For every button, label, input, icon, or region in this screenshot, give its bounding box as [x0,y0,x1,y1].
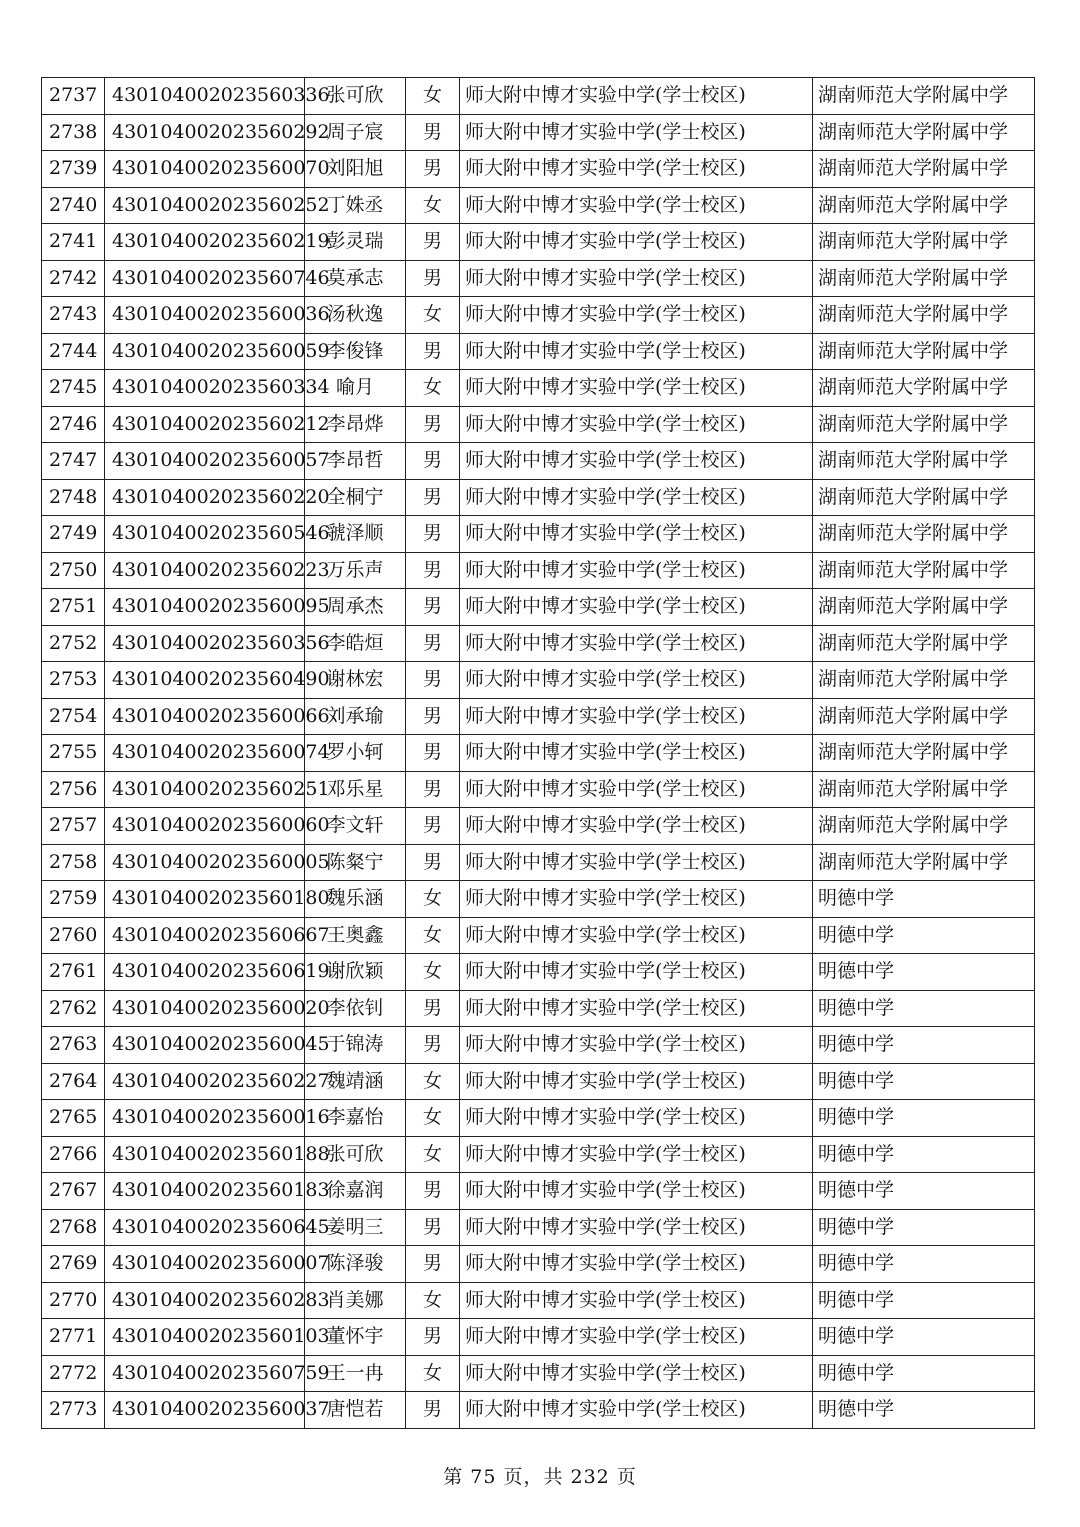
student-name-cell: 陈泽骏 [305,1246,406,1283]
student-name-cell: 王奥鑫 [305,917,406,954]
student-id-cell: 430104002023560252 [105,187,305,224]
table-row [42,114,1035,151]
table-row [42,1136,1035,1173]
admitted-school-cell: 湖南师范大学附属中学 [813,406,1035,443]
row-number-cell: 2743 [42,297,105,334]
student-name-cell: 周承杰 [305,589,406,626]
row-number-cell: 2746 [42,406,105,443]
student-name-cell: 全桐宁 [305,479,406,516]
student-name-cell: 谢欣颖 [305,954,406,991]
gender-cell: 男 [406,516,460,553]
admitted-school-cell: 湖南师范大学附属中学 [813,625,1035,662]
student-id-cell: 430104002023560490 [105,662,305,699]
origin-school-cell: 师大附中博才实验中学(学士校区) [460,151,813,188]
origin-school-cell: 师大附中博才实验中学(学士校区) [460,443,813,480]
student-name-cell: 魏靖涵 [305,1063,406,1100]
student-id-cell: 430104002023560183 [105,1173,305,1210]
table-row [42,297,1035,334]
admitted-school-cell: 湖南师范大学附属中学 [813,333,1035,370]
student-name-cell: 李皓烜 [305,625,406,662]
student-id-cell: 430104002023560746 [105,260,305,297]
row-number-cell: 2767 [42,1173,105,1210]
student-id-cell: 430104002023560619 [105,954,305,991]
admitted-school-cell: 湖南师范大学附属中学 [813,260,1035,297]
gender-cell: 女 [406,1282,460,1319]
row-number-cell: 2770 [42,1282,105,1319]
origin-school-cell: 师大附中博才实验中学(学士校区) [460,881,813,918]
student-id-cell: 430104002023560220 [105,479,305,516]
table-row [42,954,1035,991]
student-name-cell: 罗小轲 [305,735,406,772]
row-number-cell: 2747 [42,443,105,480]
student-name-cell: 李嘉怡 [305,1100,406,1137]
admitted-school-cell: 湖南师范大学附属中学 [813,516,1035,553]
table-row [42,1173,1035,1210]
table-row [42,1027,1035,1064]
table-row [42,333,1035,370]
student-name-cell: 虢泽顺 [305,516,406,553]
table-row [42,443,1035,480]
admitted-school-cell: 明德中学 [813,1136,1035,1173]
origin-school-cell: 师大附中博才实验中学(学士校区) [460,187,813,224]
row-number-cell: 2772 [42,1355,105,1392]
admitted-school-cell: 湖南师范大学附属中学 [813,735,1035,772]
table-row [42,917,1035,954]
table-row [42,1392,1035,1429]
admitted-school-cell: 明德中学 [813,1100,1035,1137]
row-number-cell: 2768 [42,1209,105,1246]
student-name-cell: 于锦涛 [305,1027,406,1064]
student-id-cell: 430104002023560057 [105,443,305,480]
admitted-school-cell: 明德中学 [813,917,1035,954]
origin-school-cell: 师大附中博才实验中学(学士校区) [460,78,813,115]
table-row [42,735,1035,772]
gender-cell: 女 [406,881,460,918]
row-number-cell: 2758 [42,844,105,881]
gender-cell: 男 [406,735,460,772]
student-name-cell: 李俊锋 [305,333,406,370]
origin-school-cell: 师大附中博才实验中学(学士校区) [460,1282,813,1319]
admitted-school-cell: 明德中学 [813,1355,1035,1392]
origin-school-cell: 师大附中博才实验中学(学士校区) [460,771,813,808]
row-number-cell: 2759 [42,881,105,918]
gender-cell: 男 [406,844,460,881]
gender-cell: 女 [406,917,460,954]
gender-cell: 男 [406,260,460,297]
origin-school-cell: 师大附中博才实验中学(学士校区) [460,844,813,881]
table-row [42,808,1035,845]
row-number-cell: 2751 [42,589,105,626]
row-number-cell: 2741 [42,224,105,261]
gender-cell: 男 [406,443,460,480]
student-name-cell: 李依钊 [305,990,406,1027]
student-name-cell: 张可欣 [305,1136,406,1173]
student-id-cell: 430104002023560060 [105,808,305,845]
origin-school-cell: 师大附中博才实验中学(学士校区) [460,917,813,954]
table-row [42,625,1035,662]
origin-school-cell: 师大附中博才实验中学(学士校区) [460,1173,813,1210]
origin-school-cell: 师大附中博才实验中学(学士校区) [460,1319,813,1356]
table-row [42,698,1035,735]
student-id-cell: 430104002023560045 [105,1027,305,1064]
origin-school-cell: 师大附中博才实验中学(学士校区) [460,260,813,297]
student-id-cell: 430104002023560059 [105,333,305,370]
table-row [42,260,1035,297]
origin-school-cell: 师大附中博才实验中学(学士校区) [460,808,813,845]
gender-cell: 男 [406,990,460,1027]
admitted-school-cell: 湖南师范大学附属中学 [813,443,1035,480]
student-name-cell: 周子宸 [305,114,406,151]
table-row [42,1209,1035,1246]
origin-school-cell: 师大附中博才实验中学(学士校区) [460,1027,813,1064]
student-name-cell: 谢林宏 [305,662,406,699]
gender-cell: 男 [406,589,460,626]
table-row [42,881,1035,918]
student-id-cell: 430104002023560036 [105,297,305,334]
gender-cell: 男 [406,1392,460,1429]
student-name-cell: 李文轩 [305,808,406,845]
gender-cell: 男 [406,662,460,699]
gender-cell: 女 [406,1355,460,1392]
table-row [42,151,1035,188]
gender-cell: 男 [406,1246,460,1283]
student-name-cell: 刘阳旭 [305,151,406,188]
origin-school-cell: 师大附中博才实验中学(学士校区) [460,1063,813,1100]
student-id-cell: 430104002023560095 [105,589,305,626]
student-id-cell: 430104002023560020 [105,990,305,1027]
gender-cell: 女 [406,297,460,334]
admitted-school-cell: 明德中学 [813,881,1035,918]
table-body [42,78,1035,1429]
admitted-school-cell: 湖南师范大学附属中学 [813,78,1035,115]
student-name-cell: 魏乐涵 [305,881,406,918]
student-name-cell: 李昂哲 [305,443,406,480]
student-id-cell: 430104002023560219 [105,224,305,261]
table-row [42,552,1035,589]
origin-school-cell: 师大附中博才实验中学(学士校区) [460,406,813,443]
gender-cell: 男 [406,406,460,443]
admitted-school-cell: 明德中学 [813,1209,1035,1246]
origin-school-cell: 师大附中博才实验中学(学士校区) [460,698,813,735]
student-id-cell: 430104002023560074 [105,735,305,772]
table-row [42,844,1035,881]
student-id-cell: 430104002023560283 [105,1282,305,1319]
table-row [42,516,1035,553]
table-row [42,224,1035,261]
table-row [42,370,1035,407]
row-number-cell: 2773 [42,1392,105,1429]
student-name-cell: 唐恺若 [305,1392,406,1429]
gender-cell: 男 [406,552,460,589]
admitted-school-cell: 湖南师范大学附属中学 [813,698,1035,735]
table-row [42,1282,1035,1319]
table-row [42,589,1035,626]
table-row [42,1355,1035,1392]
row-number-cell: 2737 [42,78,105,115]
gender-cell: 女 [406,1063,460,1100]
row-number-cell: 2738 [42,114,105,151]
page-footer: 第 75 页，共 232 页 [443,1466,637,1488]
row-number-cell: 2756 [42,771,105,808]
student-name-cell: 彭灵瑞 [305,224,406,261]
admitted-school-cell: 湖南师范大学附属中学 [813,589,1035,626]
admitted-school-cell: 明德中学 [813,1282,1035,1319]
student-id-cell: 430104002023560188 [105,1136,305,1173]
row-number-cell: 2755 [42,735,105,772]
gender-cell: 女 [406,1136,460,1173]
admitted-school-cell: 湖南师范大学附属中学 [813,552,1035,589]
student-name-cell: 张可欣 [305,78,406,115]
gender-cell: 女 [406,370,460,407]
admitted-school-cell: 湖南师范大学附属中学 [813,224,1035,261]
student-id-cell: 430104002023560007 [105,1246,305,1283]
origin-school-cell: 师大附中博才实验中学(学士校区) [460,370,813,407]
student-name-cell: 喻月 [305,370,406,407]
admitted-school-cell: 湖南师范大学附属中学 [813,844,1035,881]
student-name-cell: 董怀宇 [305,1319,406,1356]
gender-cell: 女 [406,187,460,224]
admitted-school-cell: 明德中学 [813,1319,1035,1356]
origin-school-cell: 师大附中博才实验中学(学士校区) [460,333,813,370]
gender-cell: 男 [406,771,460,808]
student-id-cell: 430104002023560667 [105,917,305,954]
origin-school-cell: 师大附中博才实验中学(学士校区) [460,224,813,261]
gender-cell: 女 [406,78,460,115]
origin-school-cell: 师大附中博才实验中学(学士校区) [460,1209,813,1246]
gender-cell: 男 [406,1319,460,1356]
gender-cell: 女 [406,954,460,991]
student-id-cell: 430104002023560334 [105,370,305,407]
origin-school-cell: 师大附中博才实验中学(学士校区) [460,589,813,626]
row-number-cell: 2765 [42,1100,105,1137]
origin-school-cell: 师大附中博才实验中学(学士校区) [460,1355,813,1392]
row-number-cell: 2754 [42,698,105,735]
gender-cell: 男 [406,151,460,188]
table-row [42,78,1035,115]
student-name-cell: 陈粲宁 [305,844,406,881]
student-name-cell: 李昂烨 [305,406,406,443]
row-number-cell: 2766 [42,1136,105,1173]
gender-cell: 男 [406,479,460,516]
origin-school-cell: 师大附中博才实验中学(学士校区) [460,625,813,662]
gender-cell: 男 [406,114,460,151]
gender-cell: 男 [406,808,460,845]
gender-cell: 男 [406,224,460,261]
admitted-school-cell: 湖南师范大学附属中学 [813,808,1035,845]
admitted-school-cell: 明德中学 [813,1063,1035,1100]
admitted-school-cell: 明德中学 [813,1392,1035,1429]
student-id-cell: 430104002023560645 [105,1209,305,1246]
student-name-cell: 莫承志 [305,260,406,297]
row-number-cell: 2769 [42,1246,105,1283]
gender-cell: 男 [406,698,460,735]
table-row [42,1063,1035,1100]
student-id-cell: 430104002023560227 [105,1063,305,1100]
table-row [42,479,1035,516]
student-id-cell: 430104002023560292 [105,114,305,151]
table-row [42,990,1035,1027]
row-number-cell: 2760 [42,917,105,954]
table-row [42,662,1035,699]
student-id-cell: 430104002023560759 [105,1355,305,1392]
gender-cell: 男 [406,1027,460,1064]
table-row [42,187,1035,224]
admission-table [41,77,1035,1429]
origin-school-cell: 师大附中博才实验中学(学士校区) [460,516,813,553]
student-id-cell: 430104002023560356 [105,625,305,662]
row-number-cell: 2742 [42,260,105,297]
student-name-cell: 徐嘉润 [305,1173,406,1210]
student-name-cell: 姜明三 [305,1209,406,1246]
origin-school-cell: 师大附中博才实验中学(学士校区) [460,1100,813,1137]
origin-school-cell: 师大附中博才实验中学(学士校区) [460,114,813,151]
row-number-cell: 2748 [42,479,105,516]
row-number-cell: 2761 [42,954,105,991]
student-name-cell: 王一冉 [305,1355,406,1392]
table-row [42,1100,1035,1137]
admitted-school-cell: 湖南师范大学附属中学 [813,151,1035,188]
row-number-cell: 2745 [42,370,105,407]
origin-school-cell: 师大附中博才实验中学(学士校区) [460,735,813,772]
row-number-cell: 2749 [42,516,105,553]
origin-school-cell: 师大附中博才实验中学(学士校区) [460,1246,813,1283]
table-row [42,406,1035,443]
student-id-cell: 430104002023560016 [105,1100,305,1137]
admitted-school-cell: 明德中学 [813,990,1035,1027]
origin-school-cell: 师大附中博才实验中学(学士校区) [460,662,813,699]
gender-cell: 男 [406,1209,460,1246]
admitted-school-cell: 明德中学 [813,1173,1035,1210]
gender-cell: 男 [406,333,460,370]
student-id-cell: 430104002023560103 [105,1319,305,1356]
admitted-school-cell: 明德中学 [813,954,1035,991]
student-name-cell: 汤秋逸 [305,297,406,334]
student-name-cell: 刘承瑜 [305,698,406,735]
origin-school-cell: 师大附中博才实验中学(学士校区) [460,479,813,516]
row-number-cell: 2757 [42,808,105,845]
origin-school-cell: 师大附中博才实验中学(学士校区) [460,552,813,589]
admitted-school-cell: 湖南师范大学附属中学 [813,370,1035,407]
admitted-school-cell: 湖南师范大学附属中学 [813,297,1035,334]
row-number-cell: 2750 [42,552,105,589]
table-row [42,1319,1035,1356]
student-id-cell: 430104002023560223 [105,552,305,589]
row-number-cell: 2744 [42,333,105,370]
student-name-cell: 肖美娜 [305,1282,406,1319]
gender-cell: 女 [406,1100,460,1137]
student-id-cell: 430104002023560066 [105,698,305,735]
student-name-cell: 万乐声 [305,552,406,589]
origin-school-cell: 师大附中博才实验中学(学士校区) [460,1392,813,1429]
row-number-cell: 2763 [42,1027,105,1064]
admitted-school-cell: 明德中学 [813,1246,1035,1283]
student-name-cell: 邓乐星 [305,771,406,808]
student-id-cell: 430104002023560212 [105,406,305,443]
student-id-cell: 430104002023560546 [105,516,305,553]
admitted-school-cell: 湖南师范大学附属中学 [813,662,1035,699]
student-id-cell: 430104002023560037 [105,1392,305,1429]
student-id-cell: 430104002023560070 [105,151,305,188]
origin-school-cell: 师大附中博才实验中学(学士校区) [460,1136,813,1173]
student-id-cell: 430104002023560336 [105,78,305,115]
origin-school-cell: 师大附中博才实验中学(学士校区) [460,954,813,991]
table-row [42,1246,1035,1283]
row-number-cell: 2752 [42,625,105,662]
admitted-school-cell: 湖南师范大学附属中学 [813,114,1035,151]
gender-cell: 男 [406,625,460,662]
row-number-cell: 2771 [42,1319,105,1356]
admitted-school-cell: 湖南师范大学附属中学 [813,187,1035,224]
row-number-cell: 2762 [42,990,105,1027]
admitted-school-cell: 湖南师范大学附属中学 [813,771,1035,808]
origin-school-cell: 师大附中博才实验中学(学士校区) [460,297,813,334]
origin-school-cell: 师大附中博才实验中学(学士校区) [460,990,813,1027]
row-number-cell: 2740 [42,187,105,224]
student-id-cell: 430104002023560005 [105,844,305,881]
row-number-cell: 2753 [42,662,105,699]
admitted-school-cell: 明德中学 [813,1027,1035,1064]
table-row [42,771,1035,808]
row-number-cell: 2739 [42,151,105,188]
admitted-school-cell: 湖南师范大学附属中学 [813,479,1035,516]
student-name-cell: 丁姝丞 [305,187,406,224]
student-id-cell: 430104002023560251 [105,771,305,808]
row-number-cell: 2764 [42,1063,105,1100]
gender-cell: 男 [406,1173,460,1210]
student-id-cell: 430104002023560180 [105,881,305,918]
